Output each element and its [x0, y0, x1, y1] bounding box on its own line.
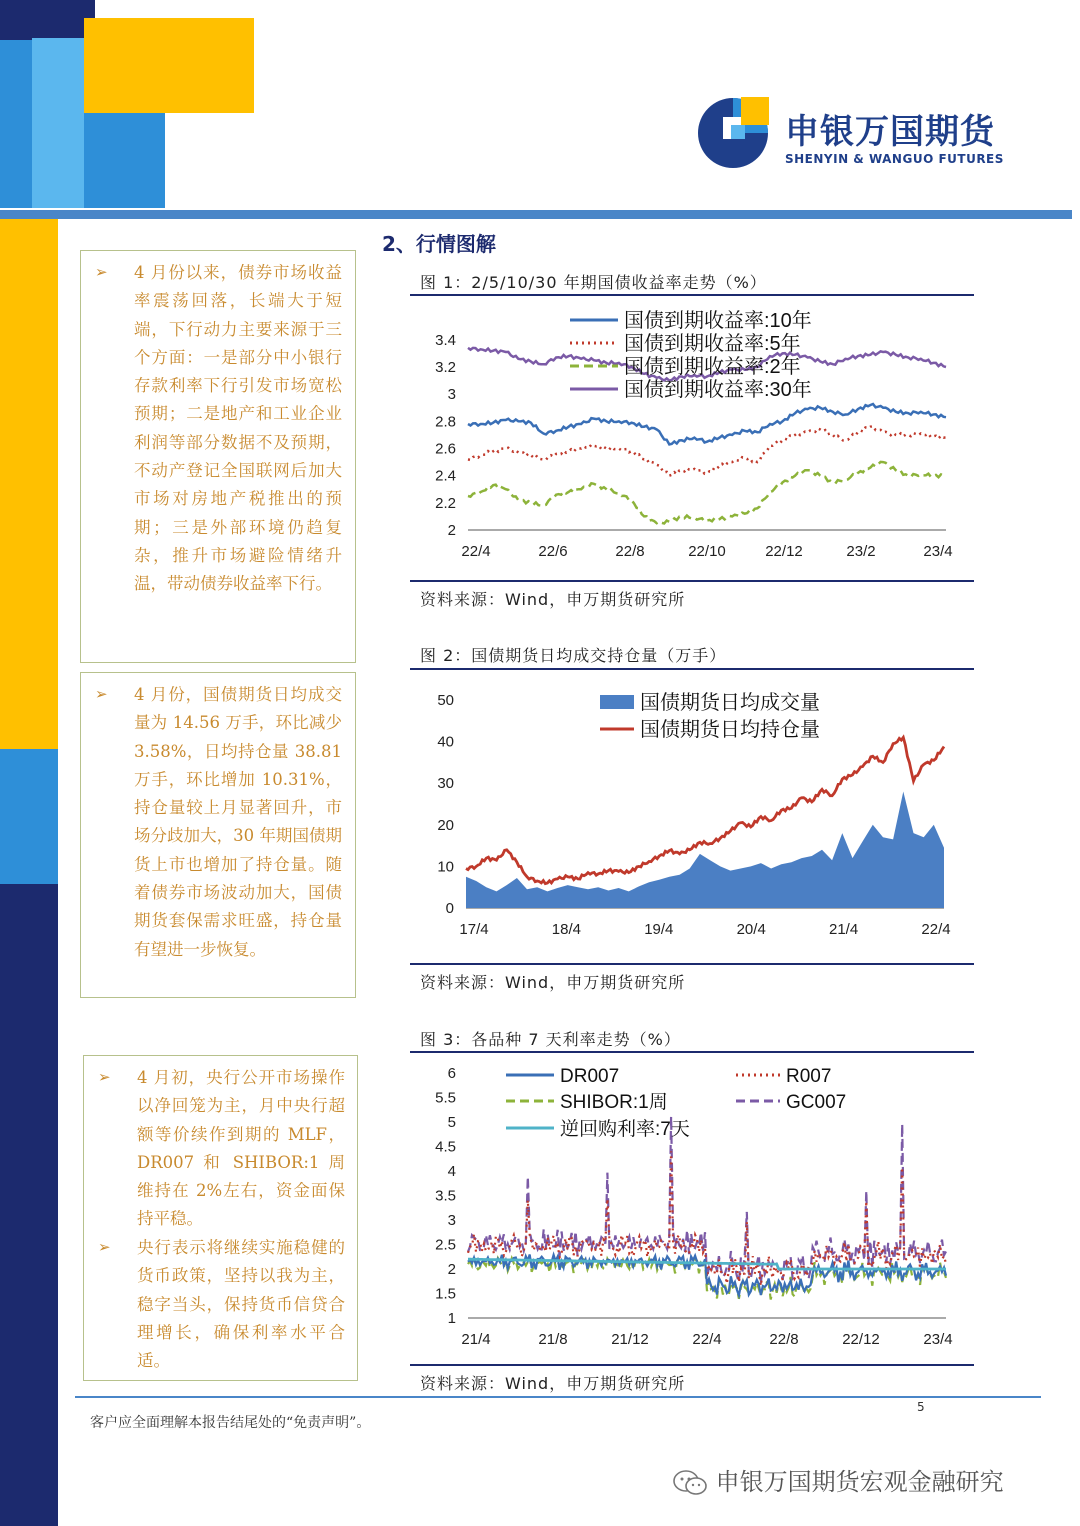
chart-bond-yields [410, 298, 974, 578]
wechat-icon [672, 1469, 708, 1497]
y-tick-label: 3.4 [435, 331, 456, 349]
chart-futures-volume [410, 672, 974, 962]
figure-1-source: 资料来源：Wind，申万期货研究所 [420, 590, 686, 609]
x-tick-label: 22/6 [538, 543, 568, 560]
legend-label: DR007 [560, 1066, 620, 1087]
side-stripe-yellow [0, 219, 58, 749]
y-tick-label: 2.5 [435, 1236, 456, 1254]
figure-1-bottom-rule [410, 580, 974, 582]
disclaimer-text: 客户应全面理解本报告结尾处的“免责声明”。 [90, 1415, 371, 1431]
y-tick-label: 2.2 [435, 494, 456, 512]
legend-label: 国债到期收益率:10年 [624, 310, 812, 332]
footer-rule [75, 1396, 1041, 1398]
x-tick-label: 22/4 [692, 1331, 722, 1348]
wechat-account-name: 申银万国期货宏观金融研究 [715, 1468, 1004, 1496]
y-tick-label: 0 [445, 900, 454, 917]
y-tick-label: 20 [437, 816, 454, 834]
legend-label: 国债到期收益率:30年 [624, 379, 812, 401]
series-area [466, 792, 944, 909]
header-decoration-light [32, 38, 84, 208]
logo-chinese-name: 申银万国期货 [785, 112, 995, 152]
y-tick-label: 2 [447, 522, 456, 539]
legend-label: 国债到期收益率:5年 [624, 333, 801, 355]
series-line [468, 426, 946, 476]
figure-2-top-rule [410, 668, 974, 670]
figure-2-source: 资料来源：Wind，申万期货研究所 [420, 973, 686, 992]
x-tick-label: 22/8 [769, 1331, 799, 1348]
summary-text: 4 月份，国债期货日均成交量为 14.56 万手，环比减少 3.58%，日均持仓量 38.81 万手，环比增加 10.31%，持仓量较上月显著回升，市场分歧加大，30 年期国债期货上市也增加了持仓量。随着债券市场波动加大，国债期货套保需求旺盛，持仓量有望进一步恢复。 [134, 685, 342, 959]
x-tick-label: 23/4 [923, 1331, 953, 1348]
figure-3-top-rule [410, 1051, 974, 1053]
legend-swatch [600, 695, 634, 709]
figure-1-top-rule [410, 294, 974, 296]
y-tick-label: 3 [447, 1212, 456, 1229]
y-tick-label: 2.6 [435, 440, 456, 458]
y-tick-label: 1 [447, 1310, 456, 1327]
x-tick-label: 22/4 [461, 543, 491, 560]
y-tick-label: 2.8 [435, 413, 456, 431]
arrow-bullet-icon: ➢ [98, 1238, 111, 1256]
summary-box-yields [80, 250, 356, 663]
arrow-bullet-icon: ➢ [95, 263, 108, 281]
y-tick-label: 2.4 [435, 467, 456, 485]
y-tick-label: 40 [437, 733, 454, 751]
figure-3-bottom-rule [410, 1364, 974, 1366]
chart-7day-rates [410, 1055, 974, 1363]
y-tick-label: 1.5 [435, 1285, 456, 1303]
x-tick-label: 23/4 [923, 543, 953, 560]
header-bar [0, 210, 1072, 219]
x-tick-label: 19/4 [644, 921, 674, 938]
legend-label: R007 [786, 1066, 832, 1087]
series-line [468, 1151, 946, 1285]
figure-1-title: 图 1：2/5/10/30 年期国债收益率走势（%） [420, 273, 767, 292]
x-tick-label: 20/4 [736, 921, 766, 938]
header-decoration-navy [0, 0, 95, 40]
summary-box-rates [83, 1055, 358, 1381]
y-tick-label: 3 [447, 386, 456, 404]
y-tick-label: 3.2 [435, 358, 456, 376]
series-line [468, 462, 946, 524]
y-tick-label: 4 [447, 1163, 456, 1180]
wechat-account [672, 1462, 1004, 1497]
legend-label: SHIBOR:1周 [560, 1092, 668, 1113]
series-line [468, 404, 946, 444]
y-tick-label: 30 [437, 775, 454, 793]
y-tick-label: 5 [447, 1114, 456, 1131]
arrow-bullet-icon: ➢ [98, 1068, 111, 1086]
y-tick-label: 50 [437, 692, 454, 709]
x-tick-label: 23/2 [846, 543, 876, 560]
figure-2-title: 图 2：国债期货日均成交持仓量（万手） [420, 646, 727, 665]
legend-label: GC007 [786, 1092, 847, 1113]
page-number: 5 [917, 1400, 925, 1414]
summary-box-futures [80, 672, 356, 998]
x-tick-label: 22/12 [842, 1331, 880, 1348]
side-stripe-blue [0, 749, 58, 884]
summary-text-2: 央行表示将继续实施稳健的货币政策，坚持以我为主，稳字当头，保持货币信贷合理增长，确保利率水平合适。 [137, 1238, 345, 1371]
x-tick-label: 18/4 [551, 921, 582, 938]
legend-label: 逆回购利率:7天 [560, 1119, 690, 1140]
legend-label: 国债期货日均持仓量 [640, 719, 820, 741]
side-stripe-navy [0, 884, 58, 1526]
x-tick-label: 22/4 [921, 921, 951, 938]
x-tick-label: 21/12 [611, 1331, 649, 1348]
x-tick-label: 21/4 [828, 921, 859, 938]
section-title: 2、行情图解 [382, 232, 496, 256]
summary-text-1: 4 月初，央行公开市场操作以净回笼为主，月中央行超额等价续作到期的 MLF，DR007 和 SHIBOR:1 周维持在 2%左右，资金面保持平稳。 [137, 1068, 345, 1229]
arrow-bullet-icon: ➢ [95, 685, 108, 703]
y-tick-label: 4.5 [435, 1138, 456, 1156]
y-tick-label: 6 [447, 1065, 456, 1082]
x-tick-label: 21/4 [461, 1331, 491, 1348]
x-tick-label: 22/10 [688, 543, 726, 560]
y-tick-label: 5.5 [435, 1089, 456, 1107]
figure-2-bottom-rule [410, 963, 974, 965]
legend-label: 国债到期收益率:2年 [624, 356, 801, 378]
x-tick-label: 22/12 [765, 543, 803, 560]
logo-english-name: SHENYIN & WANGUO FUTURES [785, 152, 1004, 166]
x-tick-label: 17/4 [459, 921, 489, 938]
y-tick-label: 2 [447, 1261, 456, 1278]
header-decoration-yellow [84, 18, 254, 113]
x-tick-label: 22/8 [615, 543, 645, 560]
y-tick-label: 3.5 [435, 1187, 456, 1205]
x-tick-label: 21/8 [538, 1331, 568, 1348]
figure-3-source: 资料来源：Wind，申万期货研究所 [420, 1374, 686, 1393]
figure-3-title: 图 3：各品种 7 天利率走势（%） [420, 1030, 681, 1049]
legend-label: 国债期货日均成交量 [640, 692, 820, 714]
y-tick-label: 10 [437, 858, 454, 876]
summary-text: 4 月份以来，债券市场收益率震荡回落，长端大于短端，下行动力主要来源于三个方面：一是部分中小银行存款利率下行引发市场宽松预期；二是地产和工业企业利润等部分数据不及预期，不动产登记全国联网后加大市场对房地产税推出的预期；三是外部环境仍趋复杂，推升市场避险情绪升温，带动债券收益率下行。 [134, 263, 342, 594]
